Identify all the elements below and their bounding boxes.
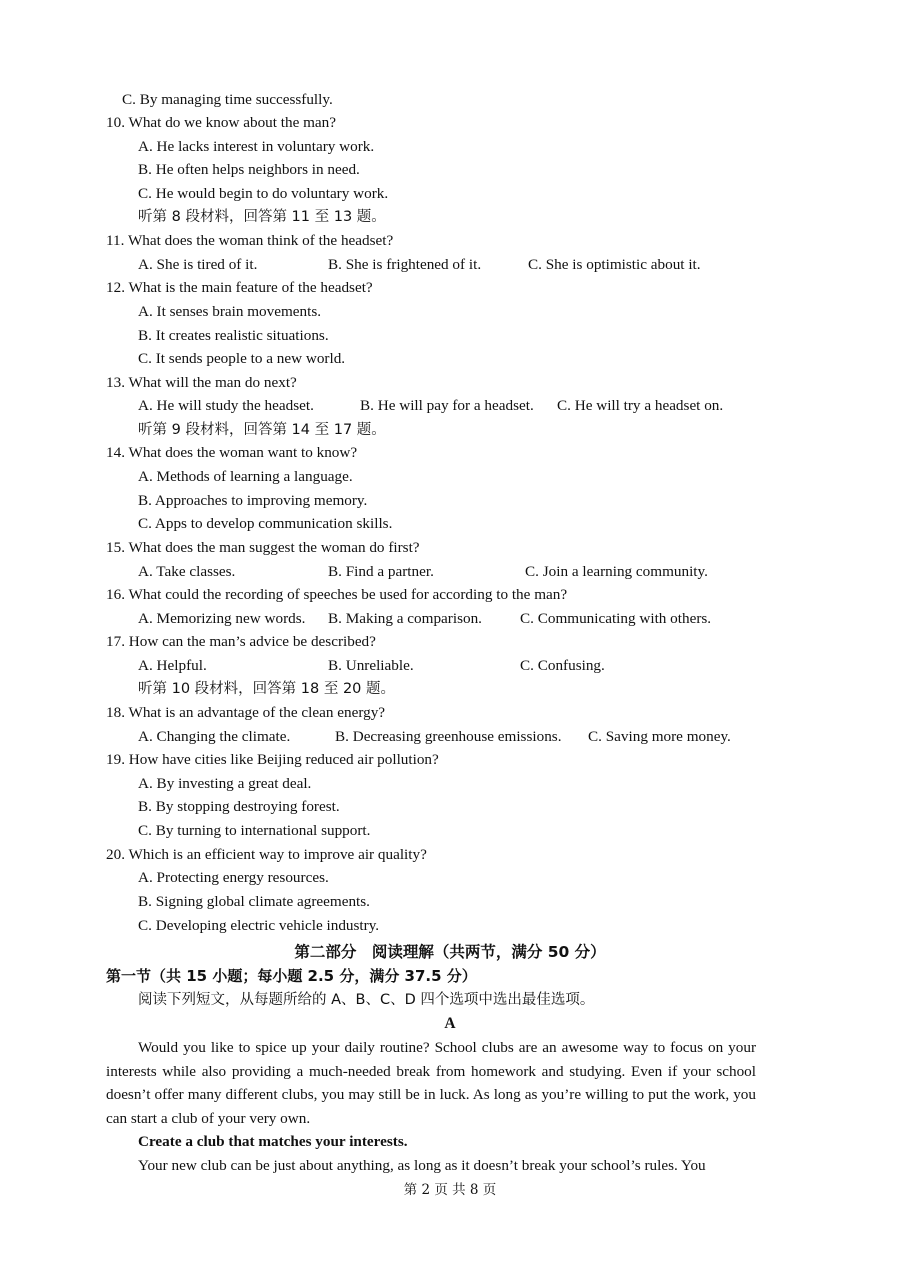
q11-option-b: B. She is frightened of it.	[328, 256, 482, 273]
q17-option-b: B. Unreliable.	[328, 657, 414, 674]
q19-option-a: A. By investing a great deal.	[138, 775, 312, 792]
q17-question: 17. How can the man’s advice be described?	[106, 633, 376, 650]
q15-option-b: B. Find a partner.	[328, 563, 434, 580]
q13-option-b: B. He will pay for a headset.	[360, 397, 534, 414]
q15-option-a: A. Take classes.	[138, 563, 236, 580]
q14-option-a: A. Methods of learning a language.	[138, 468, 353, 485]
passage-paragraph-2: Your new club can be just about anything, as long as it doesn’t break your school’s rules. You	[138, 1157, 706, 1174]
q10-option-b: B. He often helps neighbors in need.	[138, 161, 360, 178]
q17-option-c: C. Confusing.	[520, 657, 605, 674]
reading-instructions: 阅读下列短文，从每题所给的 A、B、C、D 四个选项中选出最佳选项。	[138, 992, 595, 1008]
q15-question: 15. What does the man suggest the woman do first?	[106, 539, 420, 556]
q16-option-b: B. Making a comparison.	[328, 610, 482, 627]
q17-option-a: A. Helpful.	[138, 657, 207, 674]
q18-option-c: C. Saving more money.	[588, 728, 731, 745]
q16-question: 16. What could the recording of speeches be used for according to the man?	[106, 586, 568, 603]
page-footer: 第 2 页 共 8 页	[403, 1182, 497, 1198]
q20-question: 20. Which is an efficient way to improve air quality?	[106, 846, 427, 863]
q19-question: 19. How have cities like Beijing reduced air pollution?	[106, 751, 439, 768]
q14-question: 14. What does the woman want to know?	[106, 444, 358, 461]
q9-option-c: C. By managing time successfully.	[122, 91, 333, 108]
q14-option-b: B. Approaches to improving memory.	[138, 492, 368, 509]
q11-option-c: C. She is optimistic about it.	[528, 256, 701, 273]
q12-option-a: A. It senses brain movements.	[138, 303, 322, 320]
q18-question: 18. What is an advantage of the clean energy?	[106, 704, 386, 721]
q11-question: 11. What does the woman think of the headset?	[106, 232, 394, 249]
q16-option-a: A. Memorizing new words.	[138, 610, 306, 627]
section-9-instruction: 听第 9 段材料，回答第 14 至 17 题。	[138, 422, 386, 438]
q10-option-a: A. He lacks interest in voluntary work.	[138, 138, 375, 155]
q12-question: 12. What is the main feature of the headset?	[106, 279, 373, 296]
passage-title: A	[444, 1015, 456, 1032]
q16-option-c: C. Communicating with others.	[520, 610, 712, 627]
q13-option-a: A. He will study the headset.	[138, 397, 314, 414]
section-1-heading: 第一节（共 15 小题；每小题 2.5 分，满分 37.5 分）	[106, 967, 477, 985]
q13-option-c: C. He will try a headset on.	[557, 397, 724, 414]
part-2-heading: 第二部分 阅读理解（共两节，满分 50 分）	[294, 943, 606, 961]
q19-option-c: C. By turning to international support.	[138, 822, 371, 839]
q13-question: 13. What will the man do next?	[106, 374, 297, 391]
q14-option-c: C. Apps to develop communication skills.	[138, 515, 393, 532]
q11-option-a: A. She is tired of it.	[138, 256, 258, 273]
q10-question: 10. What do we know about the man?	[106, 114, 337, 131]
q12-option-c: C. It sends people to a new world.	[138, 350, 346, 367]
passage-paragraph-1: Would you like to spice up your daily routine? School clubs are an awesome way to focus on your interests while also providing a much-needed break from homework and studying. Even if your school doesn’t offer many different clubs, you may still be in luck. As long as you’re willing to put the work, you can start a club of your very own.	[106, 1039, 756, 1127]
q20-option-c: C. Developing electric vehicle industry.	[138, 917, 380, 934]
q12-option-b: B. It creates realistic situations.	[138, 327, 329, 344]
q20-option-a: A. Protecting energy resources.	[138, 869, 329, 886]
q18-option-a: A. Changing the climate.	[138, 728, 291, 745]
q18-option-b: B. Decreasing greenhouse emissions.	[335, 728, 562, 745]
q19-option-b: B. By stopping destroying forest.	[138, 798, 340, 815]
passage-subheading: Create a club that matches your interests.	[138, 1133, 408, 1150]
q20-option-b: B. Signing global climate agreements.	[138, 893, 370, 910]
q10-option-c: C. He would begin to do voluntary work.	[138, 185, 389, 202]
section-8-instruction: 听第 8 段材料，回答第 11 至 13 题。	[138, 209, 386, 225]
section-10-instruction: 听第 10 段材料，回答第 18 至 20 题。	[138, 681, 396, 697]
q15-option-c: C. Join a learning community.	[525, 563, 708, 580]
